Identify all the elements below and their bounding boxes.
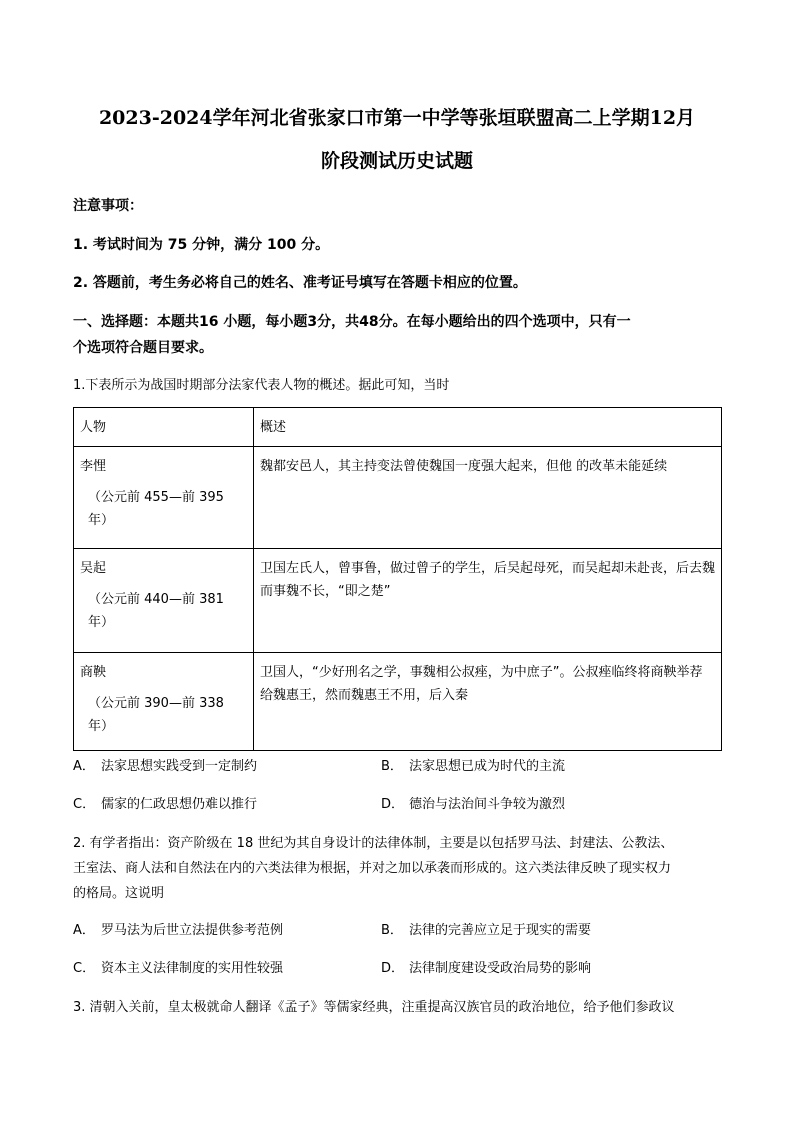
option-letter: B． bbox=[381, 923, 403, 938]
section-heading-line-2: 个选项符合题目要求。 bbox=[73, 340, 213, 356]
option-text: 法家思想实践受到一定制约 bbox=[101, 759, 258, 774]
q1-option-d[interactable] bbox=[381, 793, 565, 812]
q1-option-a[interactable] bbox=[73, 755, 257, 774]
table-cell-person bbox=[74, 549, 254, 653]
q1-option-c[interactable] bbox=[73, 793, 257, 812]
person-years: （公元前 440—前 381 年） bbox=[88, 592, 224, 630]
table-row bbox=[74, 447, 722, 549]
option-text: 儒家的仁政思想仍难以推行 bbox=[101, 797, 258, 812]
table-cell-person bbox=[74, 447, 254, 549]
option-text: 法律的完善应立足于现实的需要 bbox=[409, 923, 592, 938]
q2-option-d[interactable] bbox=[381, 957, 591, 976]
q2-option-a[interactable] bbox=[73, 919, 283, 938]
question-1-table bbox=[73, 407, 722, 751]
notice-item-2: 2. 答题前，考生务必将自己的姓名、准考证号填写在答题卡相应的位置。 bbox=[73, 275, 527, 291]
option-letter: D． bbox=[381, 961, 405, 976]
option-letter: A． bbox=[73, 759, 95, 774]
option-letter: B． bbox=[381, 759, 403, 774]
table-header-person: 人物 bbox=[74, 408, 254, 447]
option-letter: D． bbox=[381, 797, 405, 812]
notice-item-1: 1. 考试时间为 75 分钟，满分 100 分。 bbox=[73, 237, 330, 253]
person-name: 李悝 bbox=[80, 459, 107, 474]
table-row bbox=[74, 653, 722, 751]
person-years: （公元前 455—前 395 年） bbox=[88, 490, 224, 528]
table-header-summary: 概述 bbox=[254, 408, 722, 447]
table-cell-summary: 魏都安邑人，其主持变法曾使魏国一度强大起来，但他 的改革未能延续 bbox=[254, 447, 722, 549]
question-1-stem: 1.下表所示为战国时期部分法家代表人物的概述。据此可知，当时 bbox=[73, 378, 450, 393]
question-2-line-3: 的格局。这说明 bbox=[73, 886, 165, 901]
table-row bbox=[74, 549, 722, 653]
table-cell-summary: 卫国人，“少好刑名之学，事魏相公叔痤，为中庶子”。公叔痤临终将商鞅举荐给魏惠王，然而魏惠王不用，后入秦 bbox=[254, 653, 722, 751]
exam-title-line-1: 2023-2024学年河北省张家口市第一中学等张垣联盟高二上学期12月 bbox=[98, 107, 696, 129]
option-text: 法律制度建设受政治局势的影响 bbox=[409, 961, 592, 976]
question-3-line-1: 3. 清朝入关前，皇太极就命人翻译《孟子》等儒家经典，注重提高汉族官员的政治地位，给予他们参政议 bbox=[73, 1000, 675, 1015]
option-text: 德治与法治间斗争较为激烈 bbox=[409, 797, 566, 812]
table-cell-person bbox=[74, 653, 254, 751]
q1-option-b[interactable] bbox=[381, 755, 565, 774]
table-header-row bbox=[74, 408, 722, 447]
question-2-line-1: 2. 有学者指出：资产阶级在 18 世纪为其自身设计的法律体制，主要是以包括罗马法、封建法、公教法、 bbox=[73, 836, 674, 851]
option-text: 罗马法为后世立法提供参考范例 bbox=[101, 923, 284, 938]
option-letter: C． bbox=[73, 961, 96, 976]
exam-title-line-2: 阶段测试历史试题 bbox=[320, 150, 473, 172]
section-heading-line-1: 一、选择题：本题共16 小题，每小题3分，共48分。在每小题给出的四个选项中，只有一 bbox=[73, 314, 631, 330]
q2-option-b[interactable] bbox=[381, 919, 591, 938]
option-letter: C． bbox=[73, 797, 96, 812]
option-text: 资本主义法律制度的实用性较强 bbox=[101, 961, 284, 976]
question-2-line-2: 王室法、商人法和自然法在内的六类法律为根据，并对之加以承袭而形成的。这六类法律反映了现实权力 bbox=[73, 861, 672, 876]
person-years: （公元前 390—前 338 年） bbox=[88, 696, 224, 734]
option-text: 法家思想已成为时代的主流 bbox=[409, 759, 566, 774]
q2-option-c[interactable] bbox=[73, 957, 283, 976]
notice-heading: 注意事项： bbox=[73, 198, 143, 214]
table-cell-summary: 卫国左氏人，曾事鲁，做过曾子的学生，后吴起母死，而吴起却未赴丧，后去魏而事魏不长，“即之楚” bbox=[254, 549, 722, 653]
option-letter: A． bbox=[73, 923, 95, 938]
person-name: 商鞅 bbox=[80, 665, 107, 680]
person-name: 吴起 bbox=[80, 561, 107, 576]
